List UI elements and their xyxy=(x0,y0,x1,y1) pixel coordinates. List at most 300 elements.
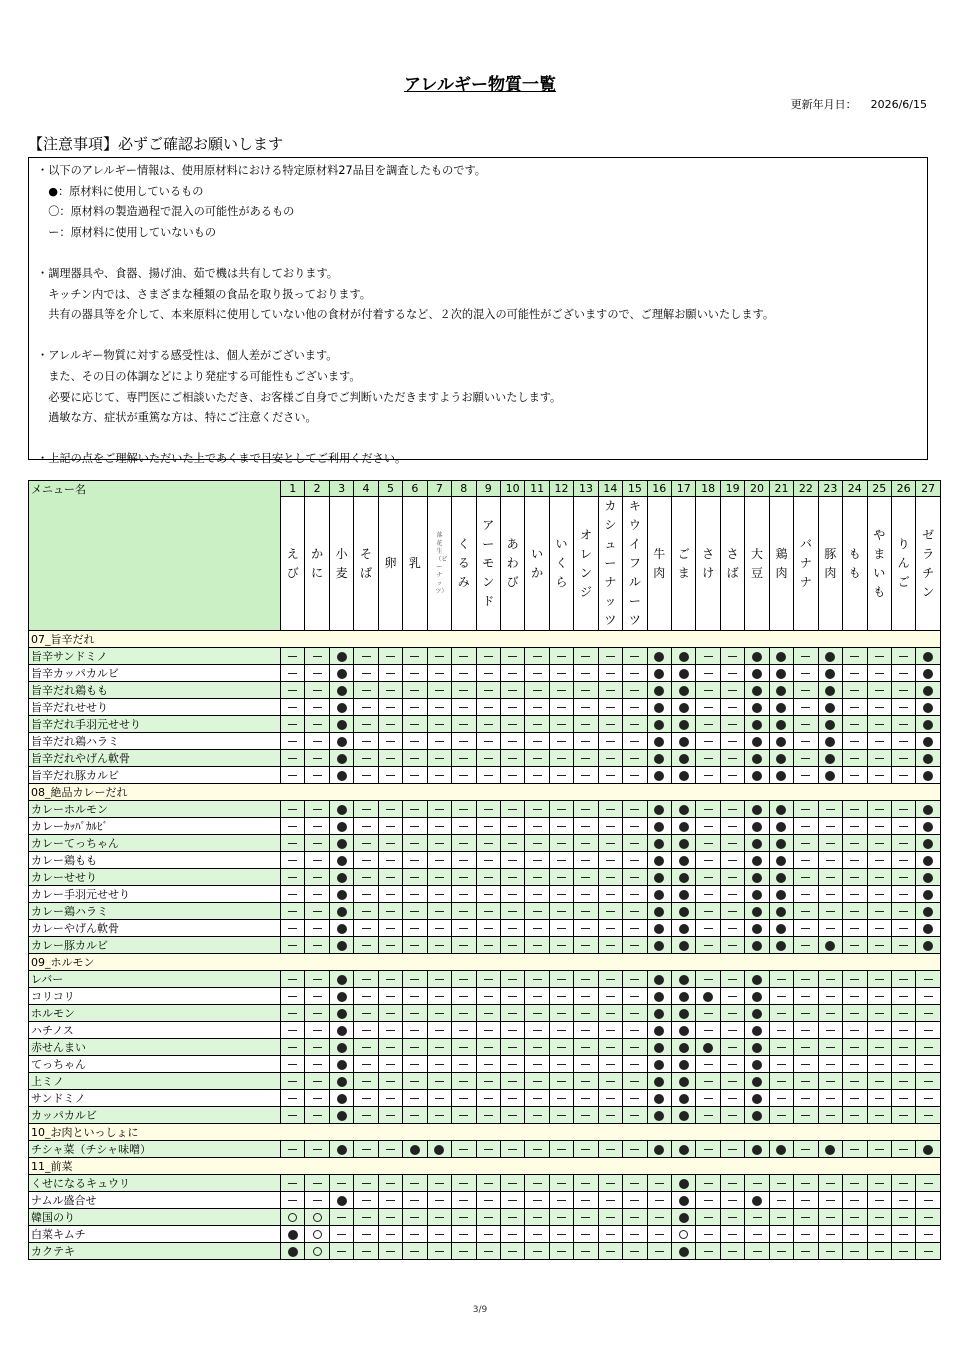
not-used-mark xyxy=(581,979,590,980)
not-used-mark xyxy=(410,1047,419,1048)
allergen-mark-cell xyxy=(476,733,500,750)
allergen-mark-cell xyxy=(574,1056,598,1073)
not-used-mark xyxy=(435,673,444,674)
not-used-mark xyxy=(557,690,566,691)
allergen-mark-cell xyxy=(696,648,720,665)
allergen-mark-cell xyxy=(598,835,622,852)
allergen-name-cell xyxy=(867,497,891,631)
allergen-mark-cell xyxy=(891,1175,915,1192)
not-used-mark xyxy=(777,979,786,980)
allergen-mark-cell xyxy=(623,1090,647,1107)
allergen-mark-cell xyxy=(623,1005,647,1022)
not-used-mark xyxy=(606,945,615,946)
allergen-mark-cell xyxy=(354,801,378,818)
allergen-mark-cell xyxy=(598,1056,622,1073)
not-used-mark xyxy=(875,656,884,657)
not-used-mark xyxy=(606,1251,615,1252)
not-used-mark xyxy=(924,1183,933,1184)
allergen-mark-cell xyxy=(623,1107,647,1124)
allergen-mark-cell xyxy=(354,665,378,682)
table-row xyxy=(29,1226,941,1243)
not-used-mark xyxy=(459,758,468,759)
not-used-mark xyxy=(557,1081,566,1082)
menu-name: 韓国のり xyxy=(29,1209,281,1226)
not-used-mark xyxy=(508,707,517,708)
allergen-mark-cell xyxy=(403,665,427,682)
not-used-mark xyxy=(850,911,859,912)
not-used-mark xyxy=(557,1234,566,1235)
not-used-mark xyxy=(728,809,737,810)
not-used-mark xyxy=(801,673,810,674)
allergen-mark-cell xyxy=(574,1090,598,1107)
menu-name: 旨辛だれせせり xyxy=(29,699,281,716)
not-used-mark xyxy=(875,1234,884,1235)
not-used-mark xyxy=(313,1183,322,1184)
allergen-mark-cell xyxy=(720,1107,744,1124)
allergen-mark-cell xyxy=(281,1039,305,1056)
contains-mark xyxy=(923,941,933,951)
allergen-mark-cell xyxy=(574,1039,598,1056)
not-used-mark xyxy=(410,826,419,827)
contains-mark xyxy=(923,839,933,849)
allergen-mark-cell xyxy=(623,835,647,852)
not-used-mark xyxy=(386,877,395,878)
contains-mark xyxy=(923,737,933,747)
not-used-mark xyxy=(777,1200,786,1201)
allergen-mark-cell xyxy=(525,1192,549,1209)
contains-mark xyxy=(337,652,347,662)
allergen-mark-cell xyxy=(843,1056,867,1073)
allergen-mark-cell xyxy=(476,886,500,903)
menu-name: 旨辛だれやげん軟骨 xyxy=(29,750,281,767)
not-used-mark xyxy=(875,945,884,946)
allergen-mark-cell xyxy=(623,1056,647,1073)
notice-line: ●：原材料に使用しているもの xyxy=(37,184,204,198)
allergen-name-cell xyxy=(329,497,353,631)
category-label: 10_お肉といっしょに xyxy=(29,1124,941,1141)
notice-line xyxy=(37,243,919,264)
allergen-mark-cell xyxy=(843,1209,867,1226)
allergen-mark-cell xyxy=(452,1090,476,1107)
not-used-mark xyxy=(630,1149,639,1150)
not-used-mark xyxy=(533,1251,542,1252)
allergen-mark-cell xyxy=(354,1073,378,1090)
allergen-mark-cell xyxy=(378,733,402,750)
not-used-mark xyxy=(801,1098,810,1099)
allergen-mark-cell xyxy=(623,733,647,750)
allergen-mark-cell xyxy=(794,1141,818,1158)
not-used-mark xyxy=(508,1064,517,1065)
allergen-mark-cell xyxy=(354,733,378,750)
not-used-mark xyxy=(704,826,713,827)
not-used-mark xyxy=(410,1200,419,1201)
allergen-mark-cell xyxy=(403,1005,427,1022)
not-used-mark xyxy=(606,1030,615,1031)
allergen-mark-cell xyxy=(427,988,451,1005)
allergen-mark-cell xyxy=(329,869,353,886)
contains-mark xyxy=(752,1111,762,1121)
not-used-mark xyxy=(899,707,908,708)
not-used-mark xyxy=(826,877,835,878)
allergen-mark-cell xyxy=(818,1039,842,1056)
allergen-mark-cell xyxy=(745,1005,769,1022)
contains-mark xyxy=(679,1009,689,1019)
allergen-mark-cell xyxy=(574,920,598,937)
not-used-mark xyxy=(899,1047,908,1048)
allergen-name: いくら xyxy=(555,537,568,589)
allergen-mark-cell xyxy=(329,699,353,716)
not-used-mark xyxy=(704,911,713,912)
not-used-mark xyxy=(557,656,566,657)
allergen-mark-cell xyxy=(476,988,500,1005)
not-used-mark xyxy=(533,673,542,674)
allergen-mark-cell xyxy=(916,1175,940,1192)
allergen-mark-cell xyxy=(672,648,696,665)
allergen-mark-cell xyxy=(598,1141,622,1158)
allergen-number: 17 xyxy=(672,481,696,497)
allergen-number: 4 xyxy=(354,481,378,497)
allergen-mark-cell xyxy=(525,716,549,733)
allergen-mark-cell xyxy=(549,886,573,903)
allergen-mark-cell xyxy=(818,699,842,716)
allergen-mark-cell xyxy=(525,699,549,716)
allergen-mark-cell xyxy=(427,750,451,767)
allergen-mark-cell xyxy=(281,1175,305,1192)
allergen-mark-cell xyxy=(525,971,549,988)
not-used-mark xyxy=(581,894,590,895)
allergen-number: 21 xyxy=(769,481,793,497)
page-number: 3/9 xyxy=(472,1305,488,1315)
not-used-mark xyxy=(875,775,884,776)
not-used-mark xyxy=(826,843,835,844)
not-used-mark xyxy=(850,860,859,861)
allergen-mark-cell xyxy=(672,767,696,784)
allergen-mark-cell xyxy=(305,682,329,699)
not-used-mark xyxy=(362,758,371,759)
allergen-mark-cell xyxy=(525,1141,549,1158)
allergen-mark-cell xyxy=(769,869,793,886)
not-used-mark xyxy=(386,656,395,657)
allergen-mark-cell xyxy=(354,699,378,716)
allergen-mark-cell xyxy=(672,1005,696,1022)
not-used-mark xyxy=(728,1064,737,1065)
allergen-mark-cell xyxy=(549,869,573,886)
allergen-mark-cell xyxy=(598,665,622,682)
allergen-mark-cell xyxy=(378,818,402,835)
allergen-mark-cell xyxy=(745,1141,769,1158)
allergen-mark-cell xyxy=(745,1209,769,1226)
allergen-mark-cell xyxy=(500,1056,524,1073)
allergen-mark-cell xyxy=(598,1209,622,1226)
not-used-mark xyxy=(606,860,615,861)
possible-contamination-mark xyxy=(313,1247,322,1256)
not-used-mark xyxy=(826,911,835,912)
allergen-mark-cell xyxy=(891,1209,915,1226)
category-label: 09_ホルモン xyxy=(29,954,941,971)
allergen-mark-cell xyxy=(672,1039,696,1056)
allergen-mark-cell xyxy=(354,835,378,852)
not-used-mark xyxy=(508,1013,517,1014)
contains-mark xyxy=(776,907,786,917)
allergen-mark-cell xyxy=(574,1243,598,1260)
category-row xyxy=(29,1158,941,1175)
not-used-mark xyxy=(313,741,322,742)
allergen-mark-cell xyxy=(891,665,915,682)
not-used-mark xyxy=(606,809,615,810)
not-used-mark xyxy=(850,1183,859,1184)
not-used-mark xyxy=(801,1200,810,1201)
allergen-mark-cell xyxy=(378,1243,402,1260)
allergen-name: かに xyxy=(311,546,324,580)
allergen-mark-cell xyxy=(647,750,671,767)
allergen-mark-cell xyxy=(843,801,867,818)
not-used-mark xyxy=(777,1217,786,1218)
allergen-mark-cell xyxy=(354,937,378,954)
allergen-number: 6 xyxy=(403,481,427,497)
not-used-mark xyxy=(801,1149,810,1150)
not-used-mark xyxy=(630,1030,639,1031)
allergen-name: ゼラチン xyxy=(922,527,935,599)
allergen-mark-cell xyxy=(916,665,940,682)
allergen-mark-cell xyxy=(403,767,427,784)
allergen-mark-cell xyxy=(647,733,671,750)
allergen-mark-cell xyxy=(452,988,476,1005)
contains-mark xyxy=(752,1077,762,1087)
allergen-mark-cell xyxy=(525,682,549,699)
allergen-number: 22 xyxy=(794,481,818,497)
not-used-mark xyxy=(704,1200,713,1201)
allergen-mark-cell xyxy=(867,1073,891,1090)
allergen-mark-cell xyxy=(794,1056,818,1073)
allergen-mark-cell xyxy=(745,699,769,716)
not-used-mark xyxy=(581,1064,590,1065)
allergen-name-cell xyxy=(623,497,647,631)
not-used-mark xyxy=(533,1183,542,1184)
allergen-mark-cell xyxy=(867,648,891,665)
not-used-mark xyxy=(410,724,419,725)
allergen-mark-cell xyxy=(769,971,793,988)
contains-mark xyxy=(410,1145,420,1155)
allergen-mark-cell xyxy=(672,1226,696,1243)
contains-mark xyxy=(923,890,933,900)
allergen-mark-cell xyxy=(598,801,622,818)
not-used-mark xyxy=(459,724,468,725)
not-used-mark xyxy=(459,1217,468,1218)
allergen-mark-cell xyxy=(794,1005,818,1022)
allergen-mark-cell xyxy=(281,1073,305,1090)
allergen-mark-cell xyxy=(378,920,402,937)
allergen-mark-cell xyxy=(574,1226,598,1243)
not-used-mark xyxy=(630,673,639,674)
allergen-mark-cell xyxy=(452,937,476,954)
allergen-mark-cell xyxy=(647,903,671,920)
allergen-mark-cell xyxy=(281,1209,305,1226)
contains-mark xyxy=(776,737,786,747)
not-used-mark xyxy=(704,1064,713,1065)
allergen-name-cell xyxy=(794,497,818,631)
allergen-name: そば xyxy=(360,546,373,580)
not-used-mark xyxy=(899,1200,908,1201)
not-used-mark xyxy=(557,775,566,776)
allergen-mark-cell xyxy=(891,733,915,750)
not-used-mark xyxy=(875,843,884,844)
not-used-mark xyxy=(728,1098,737,1099)
not-used-mark xyxy=(484,1115,493,1116)
allergen-mark-cell xyxy=(818,920,842,937)
allergen-mark-cell xyxy=(281,886,305,903)
not-used-mark xyxy=(826,1064,835,1065)
not-used-mark xyxy=(924,979,933,980)
contains-mark xyxy=(825,737,835,747)
table-row xyxy=(29,1073,941,1090)
allergen-mark-cell xyxy=(696,886,720,903)
contains-mark xyxy=(776,652,786,662)
menu-name: ハチノス xyxy=(29,1022,281,1039)
allergen-mark-cell xyxy=(427,852,451,869)
allergen-mark-cell xyxy=(281,1226,305,1243)
allergen-mark-cell xyxy=(378,1175,402,1192)
contains-mark xyxy=(752,856,762,866)
contains-mark xyxy=(825,669,835,679)
not-used-mark xyxy=(728,911,737,912)
not-used-mark xyxy=(386,1200,395,1201)
not-used-mark xyxy=(581,1013,590,1014)
contains-mark xyxy=(776,669,786,679)
contains-mark xyxy=(337,822,347,832)
allergen-name: カシューナッツ xyxy=(604,499,617,627)
contains-mark xyxy=(679,1196,689,1206)
allergen-mark-cell xyxy=(476,750,500,767)
not-used-mark xyxy=(484,1251,493,1252)
not-used-mark xyxy=(581,1047,590,1048)
allergen-mark-cell xyxy=(598,852,622,869)
menu-name: てっちゃん xyxy=(29,1056,281,1073)
allergen-mark-cell xyxy=(843,937,867,954)
not-used-mark xyxy=(435,1200,444,1201)
not-used-mark xyxy=(630,1217,639,1218)
not-used-mark xyxy=(508,979,517,980)
not-used-mark xyxy=(533,690,542,691)
not-used-mark xyxy=(826,1234,835,1235)
contains-mark xyxy=(654,975,664,985)
not-used-mark xyxy=(557,826,566,827)
not-used-mark xyxy=(557,1217,566,1218)
not-used-mark xyxy=(630,945,639,946)
allergen-mark-cell xyxy=(843,1141,867,1158)
allergen-mark-cell xyxy=(891,1192,915,1209)
not-used-mark xyxy=(704,1030,713,1031)
not-used-mark xyxy=(728,741,737,742)
not-used-mark xyxy=(875,724,884,725)
allergen-mark-cell xyxy=(329,835,353,852)
allergen-mark-cell xyxy=(794,1039,818,1056)
allergen-mark-cell xyxy=(574,971,598,988)
allergen-mark-cell xyxy=(745,682,769,699)
allergen-mark-cell xyxy=(500,648,524,665)
not-used-mark xyxy=(777,1030,786,1031)
not-used-mark xyxy=(410,673,419,674)
allergen-mark-cell xyxy=(891,937,915,954)
allergen-mark-cell xyxy=(769,903,793,920)
menu-name: レバー xyxy=(29,971,281,988)
not-used-mark xyxy=(728,945,737,946)
not-used-mark xyxy=(533,894,542,895)
not-used-mark xyxy=(606,707,615,708)
allergen-mark-cell xyxy=(672,1243,696,1260)
not-used-mark xyxy=(581,1149,590,1150)
not-used-mark xyxy=(362,877,371,878)
not-used-mark xyxy=(484,1047,493,1048)
allergen-mark-cell xyxy=(403,1175,427,1192)
not-used-mark xyxy=(850,979,859,980)
contains-mark xyxy=(923,771,933,781)
allergen-mark-cell xyxy=(794,1192,818,1209)
allergen-mark-cell xyxy=(891,920,915,937)
not-used-mark xyxy=(899,758,908,759)
not-used-mark xyxy=(288,758,297,759)
allergen-mark-cell xyxy=(623,920,647,937)
allergen-mark-cell xyxy=(794,699,818,716)
allergen-mark-cell xyxy=(672,1107,696,1124)
not-used-mark xyxy=(850,690,859,691)
not-used-mark xyxy=(704,656,713,657)
allergen-mark-cell xyxy=(769,1192,793,1209)
allergen-mark-cell xyxy=(500,767,524,784)
not-used-mark xyxy=(459,911,468,912)
notice-line: キッチン内では、さまざまな種類の食品を取り扱っております。 xyxy=(37,287,371,301)
allergen-mark-cell xyxy=(794,648,818,665)
not-used-mark xyxy=(313,1200,322,1201)
not-used-mark xyxy=(704,945,713,946)
allergen-mark-cell xyxy=(745,1073,769,1090)
not-used-mark xyxy=(459,826,468,827)
not-used-mark xyxy=(557,1098,566,1099)
allergen-mark-cell xyxy=(867,903,891,920)
not-used-mark xyxy=(484,1013,493,1014)
allergen-mark-cell xyxy=(354,1107,378,1124)
not-used-mark xyxy=(386,860,395,861)
allergen-mark-cell xyxy=(476,1243,500,1260)
not-used-mark xyxy=(704,860,713,861)
contains-mark xyxy=(923,822,933,832)
not-used-mark xyxy=(581,860,590,861)
allergen-mark-cell xyxy=(281,750,305,767)
contains-mark xyxy=(337,890,347,900)
not-used-mark xyxy=(508,1200,517,1201)
contains-mark xyxy=(654,703,664,713)
not-used-mark xyxy=(508,1030,517,1031)
allergen-mark-cell xyxy=(427,767,451,784)
allergen-mark-cell xyxy=(525,886,549,903)
not-used-mark xyxy=(753,1251,762,1252)
allergen-mark-cell xyxy=(574,1022,598,1039)
not-used-mark xyxy=(313,860,322,861)
not-used-mark xyxy=(435,724,444,725)
not-used-mark xyxy=(313,1047,322,1048)
not-used-mark xyxy=(313,911,322,912)
not-used-mark xyxy=(899,741,908,742)
allergen-mark-cell xyxy=(647,1226,671,1243)
allergen-mark-cell xyxy=(598,818,622,835)
allergen-mark-cell xyxy=(574,716,598,733)
not-used-mark xyxy=(606,1217,615,1218)
allergen-mark-cell xyxy=(525,1107,549,1124)
not-used-mark xyxy=(899,690,908,691)
allergen-mark-cell xyxy=(476,1209,500,1226)
allergen-mark-cell xyxy=(745,988,769,1005)
allergen-mark-cell xyxy=(500,733,524,750)
not-used-mark xyxy=(704,1013,713,1014)
